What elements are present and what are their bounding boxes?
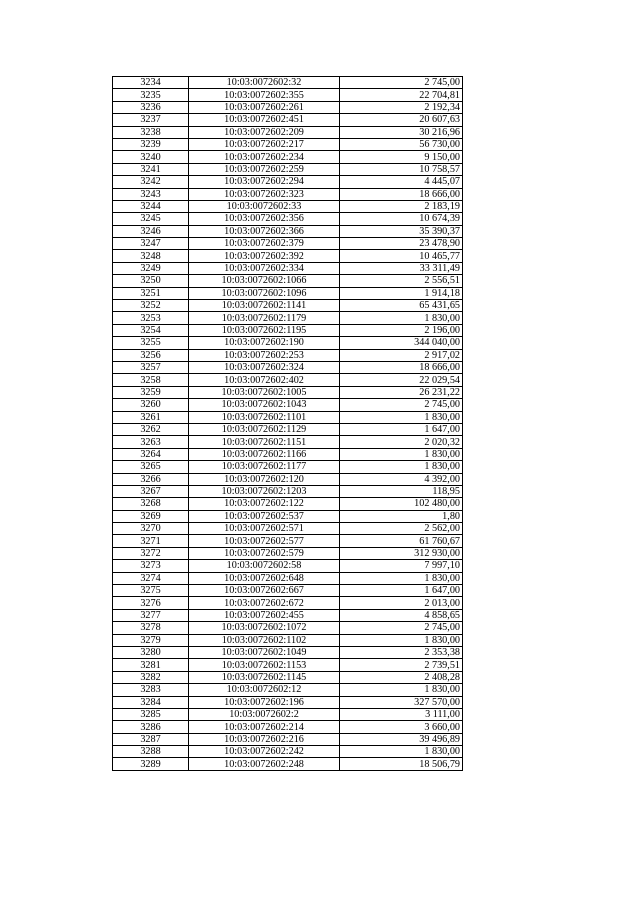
table-row (113, 746, 463, 758)
table-row (113, 448, 463, 460)
table-row (113, 188, 463, 200)
row-number-cell: 3257 (113, 361, 189, 373)
cadastral-number-cell: 10:03:0072602:196 (189, 696, 340, 708)
cadastral-number-cell: 10:03:0072602:120 (189, 473, 340, 485)
table-row (113, 349, 463, 361)
table-row (113, 721, 463, 733)
table-row (113, 151, 463, 163)
row-number-cell: 3283 (113, 684, 189, 696)
value-cell: 2 562,00 (340, 523, 463, 535)
table-row (113, 238, 463, 250)
table-row (113, 461, 463, 473)
cadastral-number-cell: 10:03:0072602:579 (189, 547, 340, 559)
table-row (113, 163, 463, 175)
cadastral-number-cell: 10:03:0072602:1102 (189, 634, 340, 646)
row-number-cell: 3258 (113, 374, 189, 386)
table-row (113, 684, 463, 696)
cadastral-number-cell: 10:03:0072602:253 (189, 349, 340, 361)
table-row (113, 399, 463, 411)
table-row (113, 659, 463, 671)
table-row (113, 634, 463, 646)
cadastral-number-cell: 10:03:0072602:1166 (189, 448, 340, 460)
value-cell: 18 666,00 (340, 188, 463, 200)
table-row (113, 622, 463, 634)
table-row (113, 126, 463, 138)
row-number-cell: 3265 (113, 461, 189, 473)
table-row (113, 498, 463, 510)
row-number-cell: 3251 (113, 287, 189, 299)
row-number-cell: 3250 (113, 275, 189, 287)
row-number-cell: 3249 (113, 262, 189, 274)
value-cell: 20 607,63 (340, 114, 463, 126)
cadastral-number-cell: 10:03:0072602:190 (189, 337, 340, 349)
cadastral-number-cell: 10:03:0072602:261 (189, 101, 340, 113)
row-number-cell: 3276 (113, 597, 189, 609)
value-cell: 22 029,54 (340, 374, 463, 386)
table-row (113, 312, 463, 324)
table-row (113, 225, 463, 237)
table-row (113, 287, 463, 299)
value-cell: 10 465,77 (340, 250, 463, 262)
row-number-cell: 3285 (113, 708, 189, 720)
value-cell: 1 914,18 (340, 287, 463, 299)
cadastral-number-cell: 10:03:0072602:32 (189, 77, 340, 89)
value-cell: 344 040,00 (340, 337, 463, 349)
value-cell: 312 930,00 (340, 547, 463, 559)
value-cell: 1 830,00 (340, 461, 463, 473)
table-row (113, 696, 463, 708)
row-number-cell: 3270 (113, 523, 189, 535)
table-row (113, 89, 463, 101)
table-row (113, 473, 463, 485)
row-number-cell: 3279 (113, 634, 189, 646)
value-cell: 3 111,00 (340, 708, 463, 720)
table-row (113, 423, 463, 435)
cadastral-number-cell: 10:03:0072602:392 (189, 250, 340, 262)
row-number-cell: 3287 (113, 733, 189, 745)
cadastral-number-cell: 10:03:0072602:1129 (189, 423, 340, 435)
cadastral-number-cell: 10:03:0072602:2 (189, 708, 340, 720)
value-cell: 61 760,67 (340, 535, 463, 547)
table-row (113, 671, 463, 683)
row-number-cell: 3271 (113, 535, 189, 547)
cadastral-number-cell: 10:03:0072602:209 (189, 126, 340, 138)
cadastral-number-cell: 10:03:0072602:324 (189, 361, 340, 373)
value-cell: 2 196,00 (340, 324, 463, 336)
table-row (113, 708, 463, 720)
table-row (113, 324, 463, 336)
table-row (113, 646, 463, 658)
cadastral-number-cell: 10:03:0072602:234 (189, 151, 340, 163)
table-row (113, 585, 463, 597)
table-row (113, 523, 463, 535)
cadastral-number-cell: 10:03:0072602:1141 (189, 300, 340, 312)
table-row (113, 758, 463, 770)
row-number-cell: 3243 (113, 188, 189, 200)
row-number-cell: 3236 (113, 101, 189, 113)
cadastral-number-cell: 10:03:0072602:1072 (189, 622, 340, 634)
cadastral-number-cell: 10:03:0072602:537 (189, 510, 340, 522)
value-cell: 2 745,00 (340, 399, 463, 411)
value-cell: 9 150,00 (340, 151, 463, 163)
value-cell: 1 830,00 (340, 411, 463, 423)
value-cell: 30 216,96 (340, 126, 463, 138)
table-row (113, 535, 463, 547)
row-number-cell: 3281 (113, 659, 189, 671)
value-cell: 2 745,00 (340, 622, 463, 634)
row-number-cell: 3272 (113, 547, 189, 559)
value-cell: 56 730,00 (340, 138, 463, 150)
row-number-cell: 3237 (113, 114, 189, 126)
value-cell: 4 392,00 (340, 473, 463, 485)
table-row (113, 300, 463, 312)
cadastral-number-cell: 10:03:0072602:242 (189, 746, 340, 758)
value-cell: 1 830,00 (340, 572, 463, 584)
row-number-cell: 3277 (113, 609, 189, 621)
cadastral-number-cell: 10:03:0072602:33 (189, 200, 340, 212)
table-row (113, 510, 463, 522)
row-number-cell: 3239 (113, 138, 189, 150)
cadastral-number-cell: 10:03:0072602:217 (189, 138, 340, 150)
cadastral-number-cell: 10:03:0072602:334 (189, 262, 340, 274)
cadastral-number-cell: 10:03:0072602:1151 (189, 436, 340, 448)
table-row (113, 560, 463, 572)
cadastral-number-cell: 10:03:0072602:216 (189, 733, 340, 745)
value-cell: 39 496,89 (340, 733, 463, 745)
cadastral-number-cell: 10:03:0072602:1043 (189, 399, 340, 411)
row-number-cell: 3264 (113, 448, 189, 460)
row-number-cell: 3247 (113, 238, 189, 250)
value-cell: 23 478,90 (340, 238, 463, 250)
row-number-cell: 3284 (113, 696, 189, 708)
table-row (113, 275, 463, 287)
row-number-cell: 3252 (113, 300, 189, 312)
value-cell: 2 408,28 (340, 671, 463, 683)
row-number-cell: 3253 (113, 312, 189, 324)
cadastral-number-cell: 10:03:0072602:259 (189, 163, 340, 175)
value-cell: 1 830,00 (340, 634, 463, 646)
value-cell: 26 231,22 (340, 386, 463, 398)
cadastral-number-cell: 10:03:0072602:451 (189, 114, 340, 126)
cadastral-number-cell: 10:03:0072602:366 (189, 225, 340, 237)
row-number-cell: 3274 (113, 572, 189, 584)
cadastral-number-cell: 10:03:0072602:323 (189, 188, 340, 200)
cadastral-number-cell: 10:03:0072602:248 (189, 758, 340, 770)
row-number-cell: 3280 (113, 646, 189, 658)
value-cell: 2 013,00 (340, 597, 463, 609)
row-number-cell: 3240 (113, 151, 189, 163)
cadastral-number-cell: 10:03:0072602:122 (189, 498, 340, 510)
table-row (113, 609, 463, 621)
table-row (113, 361, 463, 373)
value-cell: 2 917,02 (340, 349, 463, 361)
value-cell: 2 020,32 (340, 436, 463, 448)
row-number-cell: 3286 (113, 721, 189, 733)
cadastral-number-cell: 10:03:0072602:455 (189, 609, 340, 621)
row-number-cell: 3246 (113, 225, 189, 237)
cadastral-number-cell: 10:03:0072602:1005 (189, 386, 340, 398)
value-cell: 2 183,19 (340, 200, 463, 212)
value-cell: 1 830,00 (340, 746, 463, 758)
row-number-cell: 3268 (113, 498, 189, 510)
value-cell: 2 556,51 (340, 275, 463, 287)
value-cell: 7 997,10 (340, 560, 463, 572)
value-cell: 327 570,00 (340, 696, 463, 708)
value-cell: 65 431,65 (340, 300, 463, 312)
table-row (113, 77, 463, 89)
table-row (113, 374, 463, 386)
cadastral-number-cell: 10:03:0072602:577 (189, 535, 340, 547)
row-number-cell: 3289 (113, 758, 189, 770)
cadastral-value-table (112, 76, 463, 771)
row-number-cell: 3235 (113, 89, 189, 101)
row-number-cell: 3288 (113, 746, 189, 758)
table-row (113, 337, 463, 349)
value-cell: 118,95 (340, 485, 463, 497)
table-row (113, 485, 463, 497)
cadastral-number-cell: 10:03:0072602:571 (189, 523, 340, 535)
row-number-cell: 3278 (113, 622, 189, 634)
value-cell: 22 704,81 (340, 89, 463, 101)
row-number-cell: 3256 (113, 349, 189, 361)
cadastral-number-cell: 10:03:0072602:667 (189, 585, 340, 597)
value-cell: 102 480,00 (340, 498, 463, 510)
row-number-cell: 3245 (113, 213, 189, 225)
table-row (113, 262, 463, 274)
value-cell: 2 745,00 (340, 77, 463, 89)
value-cell: 1 647,00 (340, 585, 463, 597)
cadastral-number-cell: 10:03:0072602:1101 (189, 411, 340, 423)
row-number-cell: 3267 (113, 485, 189, 497)
value-cell: 2 353,38 (340, 646, 463, 658)
table-row (113, 101, 463, 113)
value-cell: 1 830,00 (340, 448, 463, 460)
value-cell: 4 858,65 (340, 609, 463, 621)
value-cell: 10 674,39 (340, 213, 463, 225)
cadastral-number-cell: 10:03:0072602:1066 (189, 275, 340, 287)
table-row (113, 176, 463, 188)
row-number-cell: 3261 (113, 411, 189, 423)
cadastral-number-cell: 10:03:0072602:1177 (189, 461, 340, 473)
cadastral-number-cell: 10:03:0072602:1203 (189, 485, 340, 497)
row-number-cell: 3275 (113, 585, 189, 597)
table-row (113, 250, 463, 262)
value-cell: 2 739,51 (340, 659, 463, 671)
row-number-cell: 3260 (113, 399, 189, 411)
table-body (113, 77, 463, 771)
row-number-cell: 3244 (113, 200, 189, 212)
table-row (113, 733, 463, 745)
value-cell: 1 830,00 (340, 312, 463, 324)
value-cell: 18 666,00 (340, 361, 463, 373)
table-row (113, 386, 463, 398)
row-number-cell: 3282 (113, 671, 189, 683)
table-row (113, 114, 463, 126)
row-number-cell: 3248 (113, 250, 189, 262)
value-cell: 4 445,07 (340, 176, 463, 188)
table-row (113, 200, 463, 212)
row-number-cell: 3259 (113, 386, 189, 398)
table-row (113, 547, 463, 559)
row-number-cell: 3238 (113, 126, 189, 138)
cadastral-number-cell: 10:03:0072602:1096 (189, 287, 340, 299)
cadastral-number-cell: 10:03:0072602:648 (189, 572, 340, 584)
table-row (113, 138, 463, 150)
cadastral-number-cell: 10:03:0072602:214 (189, 721, 340, 733)
cadastral-number-cell: 10:03:0072602:1179 (189, 312, 340, 324)
table-row (113, 572, 463, 584)
cadastral-number-cell: 10:03:0072602:356 (189, 213, 340, 225)
cadastral-number-cell: 10:03:0072602:672 (189, 597, 340, 609)
cadastral-number-cell: 10:03:0072602:12 (189, 684, 340, 696)
cadastral-number-cell: 10:03:0072602:1153 (189, 659, 340, 671)
table-row (113, 436, 463, 448)
row-number-cell: 3241 (113, 163, 189, 175)
value-cell: 1 647,00 (340, 423, 463, 435)
row-number-cell: 3266 (113, 473, 189, 485)
value-cell: 1,80 (340, 510, 463, 522)
row-number-cell: 3255 (113, 337, 189, 349)
row-number-cell: 3273 (113, 560, 189, 572)
cadastral-number-cell: 10:03:0072602:355 (189, 89, 340, 101)
value-cell: 33 311,49 (340, 262, 463, 274)
row-number-cell: 3254 (113, 324, 189, 336)
value-cell: 18 506,79 (340, 758, 463, 770)
row-number-cell: 3262 (113, 423, 189, 435)
cadastral-number-cell: 10:03:0072602:58 (189, 560, 340, 572)
table-row (113, 213, 463, 225)
row-number-cell: 3242 (113, 176, 189, 188)
table-row (113, 411, 463, 423)
cadastral-number-cell: 10:03:0072602:1049 (189, 646, 340, 658)
row-number-cell: 3263 (113, 436, 189, 448)
cadastral-number-cell: 10:03:0072602:379 (189, 238, 340, 250)
value-cell: 35 390,37 (340, 225, 463, 237)
cadastral-number-cell: 10:03:0072602:294 (189, 176, 340, 188)
value-cell: 1 830,00 (340, 684, 463, 696)
cadastral-number-cell: 10:03:0072602:402 (189, 374, 340, 386)
table-row (113, 597, 463, 609)
value-cell: 10 758,57 (340, 163, 463, 175)
cadastral-number-cell: 10:03:0072602:1195 (189, 324, 340, 336)
row-number-cell: 3234 (113, 77, 189, 89)
value-cell: 3 660,00 (340, 721, 463, 733)
value-cell: 2 192,34 (340, 101, 463, 113)
row-number-cell: 3269 (113, 510, 189, 522)
cadastral-number-cell: 10:03:0072602:1145 (189, 671, 340, 683)
